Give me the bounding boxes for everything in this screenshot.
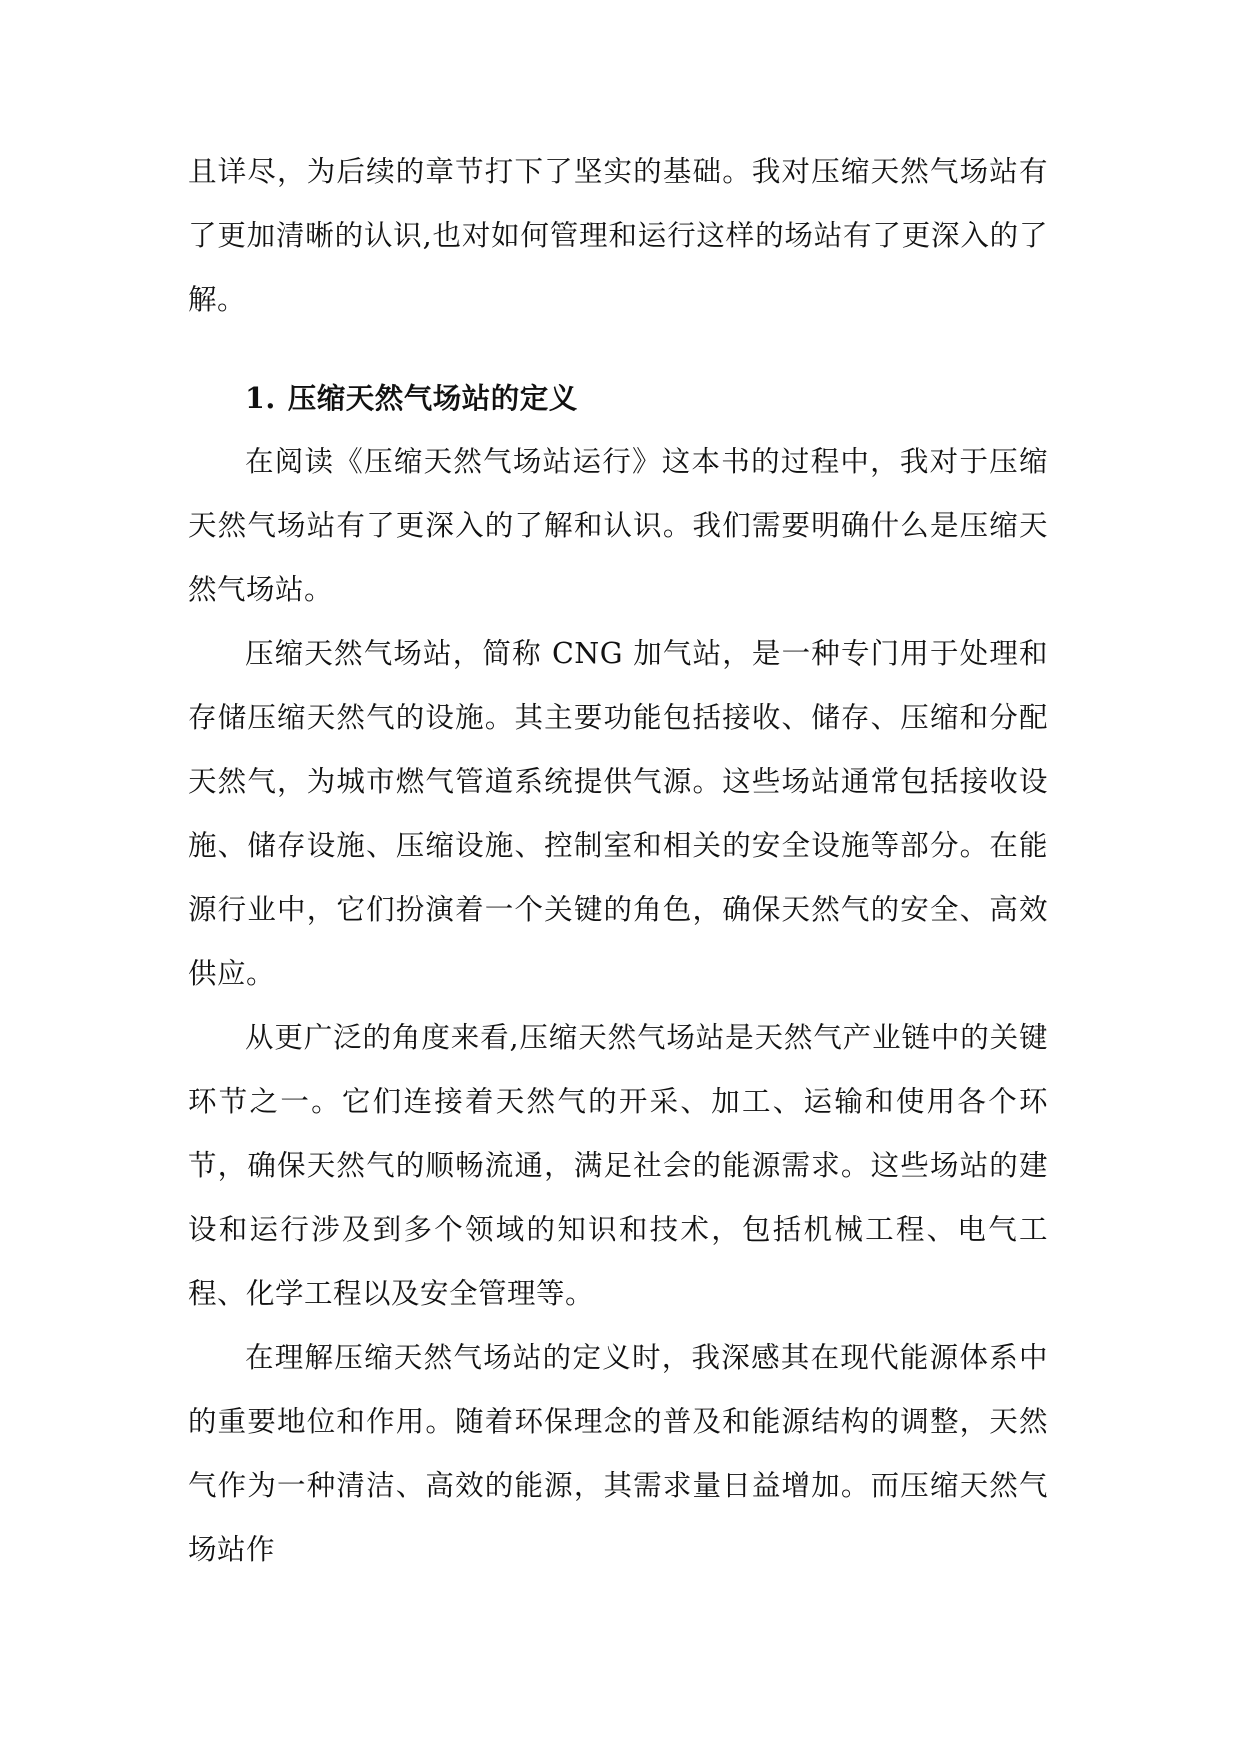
body-paragraph: 在理解压缩天然气场站的定义时，我深感其在现代能源体系中的重要地位和作用。随着环保理念的普及和能源结构的调整，天然气作为一种清洁、高效的能源，其需求量日益增加。而压缩天然气场站作 xyxy=(188,1341,1048,1566)
section-number: 1. xyxy=(245,381,276,415)
body-paragraph: 从更广泛的角度来看,压缩天然气场站是天然气产业链中的关键环节之一。它们连接着天然气的开采、加工、运输和使用各个环节，确保天然气的顺畅流通，满足社会的能源需求。这些场站的建设和运行涉及到多个领域的知识和技术，包括机械工程、电气工程、化学工程以及安全管理等。 xyxy=(188,1021,1048,1310)
section-title: 压缩天然气场站的定义 xyxy=(287,381,578,415)
section-heading xyxy=(188,366,1048,430)
body-paragraph: 压缩天然气场站，简称 CNG 加气站，是一种专门用于处理和存储压缩天然气的设施。其主要功能包括接收、储存、压缩和分配天然气，为城市燃气管道系统提供气源。这些场站通常包括接收设施、储存设施、压缩设施、控制室和相关的安全设施等部分。在能源行业中，它们扮演着一个关键的角色，确保天然气的安全、高效供应。 xyxy=(188,637,1048,990)
document-body xyxy=(188,140,1048,1582)
continuation-paragraph: 且详尽，为后续的章节打下了坚实的基础。我对压缩天然气场站有了更加清晰的认识,也对如何管理和运行这样的场站有了更深入的了解。 xyxy=(188,155,1048,316)
body-paragraph: 在阅读《压缩天然气场站运行》这本书的过程中，我对于压缩天然气场站有了更深入的了解和认识。我们需要明确什么是压缩天然气场站。 xyxy=(188,445,1048,606)
